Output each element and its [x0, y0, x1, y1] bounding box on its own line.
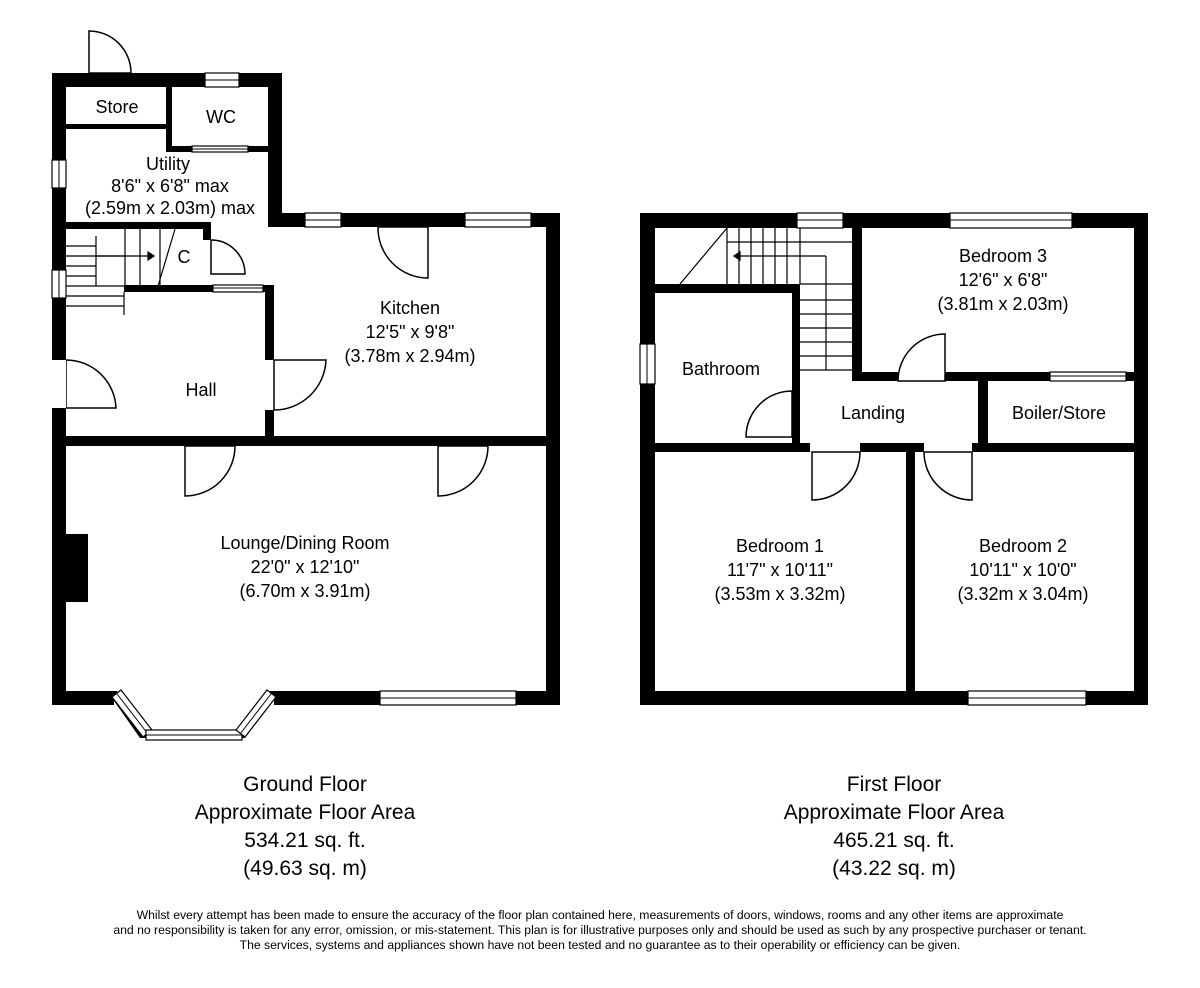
room-name-utility: Utility	[146, 154, 190, 174]
disclaimer-line: Whilst every attempt has been made to ensure the accuracy of the floor plan contained here, measurements of doors, windows, rooms and any other items are approximate	[136, 908, 1064, 922]
wall-utility-bottom	[66, 222, 211, 229]
bay-window	[107, 689, 280, 740]
floor-area-sqm-first: (43.22 sq. m)	[832, 857, 956, 880]
floor-area-sqm-ground: (49.63 sq. m)	[243, 857, 367, 880]
door-lounge-kitchen	[438, 446, 488, 496]
chimney-breast	[66, 534, 88, 602]
room-name-cupboard: C	[177, 247, 191, 267]
window	[465, 213, 531, 227]
window	[968, 691, 1086, 705]
room-name-bedroom3: Bedroom 3	[958, 246, 1048, 266]
window	[52, 270, 66, 298]
floor-title-ground: Ground Floor	[243, 773, 367, 796]
first-floor-plan	[640, 213, 1148, 880]
room-dim-imperial-bedroom2: 10'11" x 10'0"	[969, 560, 1077, 580]
window	[380, 691, 516, 705]
window	[950, 213, 1072, 228]
wall-boiler-left	[978, 372, 988, 452]
door-lounge-hall	[185, 446, 235, 496]
door-bedroom1	[812, 452, 860, 500]
door-kitchen-hall	[274, 360, 326, 410]
wall-hall-kitchen	[265, 285, 274, 360]
room-name-landing: Landing	[840, 403, 906, 423]
wall-bathroom-right	[792, 284, 800, 444]
door-bathroom	[746, 391, 792, 437]
room-dim-metric-bedroom2: (3.32m x 3.04m)	[957, 584, 1089, 604]
sliding-door	[1050, 372, 1126, 381]
wall-cupboard-right	[203, 222, 211, 240]
floor-title-first: First Floor	[846, 773, 942, 796]
wall-hall-lounge	[66, 436, 546, 446]
door-bedroom2	[924, 452, 972, 500]
wall-bedroom3-bottom-left	[852, 372, 898, 381]
room-dim-metric-bedroom3: (3.81m x 2.03m)	[937, 294, 1069, 314]
room-name-boiler: Boiler/Store	[1011, 403, 1107, 423]
floor-subtitle-ground: Approximate Floor Area	[194, 801, 416, 824]
window	[797, 213, 843, 228]
door-cupboard	[211, 240, 245, 274]
door-kitchen-back	[378, 227, 428, 278]
sliding-door	[213, 285, 263, 292]
door-bedroom3	[898, 334, 945, 381]
door-front	[66, 360, 116, 408]
room-name-bathroom: Bathroom	[681, 359, 761, 379]
wall-bedroom3-left	[852, 228, 862, 380]
ground-floor-plan	[52, 31, 560, 880]
room-dim-imperial-utility: 8'6" x 6'8" max	[111, 176, 229, 196]
floor-subtitle-first: Approximate Floor Area	[783, 801, 1005, 824]
disclaimer-line: The services, systems and appliances shown have not been tested and no guarantee as to their operability or efficiency can be given.	[239, 938, 961, 952]
room-name-wc: WC	[206, 107, 236, 127]
disclaimer	[20, 908, 1180, 953]
room-name-lounge: Lounge/Dining Room	[220, 533, 390, 553]
wall-hall-kitchen-lower	[265, 410, 274, 440]
room-dim-imperial-bedroom3: 12'6" x 6'8"	[958, 270, 1048, 290]
room-name-bedroom1: Bedroom 1	[735, 536, 825, 556]
wall-bathroom-lower	[792, 436, 800, 452]
room-dim-imperial-kitchen: 12'5" x 9'8"	[365, 322, 455, 342]
wall-kitchen-left-top	[268, 213, 278, 227]
window	[640, 344, 655, 384]
wall-bedrooms-top-left	[655, 443, 810, 452]
disclaimer-line: and no responsibility is taken for any error, omission, or mis-statement. This plan is for illustrative purposes only and should be used as such by any prospective purchaser or tenant.	[113, 923, 1087, 937]
room-name-hall: Hall	[185, 380, 217, 400]
window	[305, 213, 341, 227]
room-dim-metric-bedroom1: (3.53m x 3.32m)	[714, 584, 846, 604]
room-dim-imperial-lounge: 22'0" x 12'10"	[250, 557, 360, 577]
room-name-store: Store	[95, 97, 139, 117]
wall-wc-left	[166, 87, 172, 151]
staircase	[66, 229, 175, 315]
room-name-kitchen: Kitchen	[379, 298, 441, 318]
sliding-door	[192, 146, 248, 152]
room-dim-metric-kitchen: (3.78m x 2.94m)	[344, 346, 476, 366]
wall-bedrooms-top-right	[972, 443, 1134, 452]
door-store	[89, 31, 131, 73]
window	[205, 73, 239, 87]
room-name-bedroom2: Bedroom 2	[978, 536, 1068, 556]
wall-bedroom1-bedroom2	[906, 443, 915, 691]
staircase	[680, 228, 852, 370]
room-dim-metric-lounge: (6.70m x 3.91m)	[239, 581, 371, 601]
wall-store-wc	[66, 124, 170, 129]
room-dim-imperial-bedroom1: 11'7" x 10'11"	[726, 560, 834, 580]
floor-area-sqft-ground: 534.21 sq. ft.	[244, 829, 366, 852]
floor-area-sqft-first: 465.21 sq. ft.	[833, 829, 955, 852]
wall-stairs-bathroom	[655, 284, 800, 293]
room-dim-metric-utility: (2.59m x 2.03m) max	[84, 198, 256, 218]
window	[52, 160, 66, 188]
